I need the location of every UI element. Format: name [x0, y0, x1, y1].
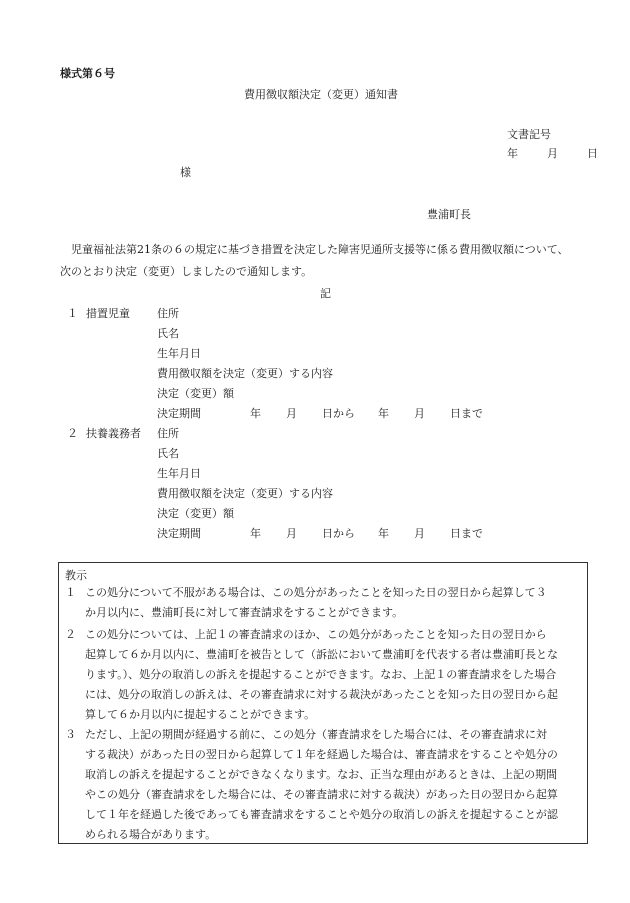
notice-item-2-line-4: には、処分の取消しの訴えは、その審査請求に対する裁決があったことを知った日の翌日から起: [85, 688, 558, 701]
ki-mark: 記: [320, 287, 331, 300]
section-1-heading: 措置児童: [86, 307, 130, 320]
notice-item-3-number: ３: [65, 728, 76, 741]
section-1-period-year-to: 年: [378, 407, 389, 420]
section-1-field-address: 住所: [157, 307, 179, 320]
section-2-heading: 扶養義務者: [86, 427, 141, 440]
notice-item-1: [65, 583, 583, 623]
intro-text-1: 児童福祉法第21条の６の規定に基づき措置を決定した障害児通所支援等に係る費用徴収額について、: [71, 243, 569, 256]
notice-item-3-line-4: やこの処分（審査請求をした場合には、その審査請求に対する裁決）があった日の翌日から起算: [85, 788, 558, 801]
intro-line-1: [60, 243, 569, 257]
section-2-period-day-to: 日まで: [450, 527, 483, 540]
notice-item-1-line-1: この処分について不服がある場合は、この処分があったことを知った日の翌日から起算して３: [85, 586, 547, 599]
intro-line-2: 次のとおり決定（変更）しましたので通知します。: [60, 265, 313, 278]
section-2-period-month-from: 月: [286, 527, 297, 540]
notice-item-3-line-3: 取消しの訴えを提起することができなくなります。なお、正当な理由があるときは、上記の期間: [85, 768, 558, 781]
notice-item-1-number: １: [65, 586, 76, 599]
section-1-field-content: 費用徴収額を決定（変更）する内容: [157, 367, 333, 380]
section-2-period-label: 決定期間: [157, 527, 201, 540]
date-month: 月: [547, 147, 558, 160]
notice-item-3-line-2: する裁決）があった日の翌日から起算して１年を経過した場合は、審査請求をすることや処分の: [85, 748, 558, 761]
section-1-period-month-to: 月: [414, 407, 425, 420]
notice-box: [58, 562, 588, 844]
notice-title: 教示: [65, 569, 87, 582]
notice-item-3-line-1: ただし、上記の期間が経過する前に、この処分（審査請求をした場合には、その審査請求に対: [85, 728, 547, 741]
notice-item-2-line-2: 起算して６か月以内に、豊浦町を被告として（訴訟において豊浦町を代表する者は豊浦町長とな: [85, 648, 558, 661]
date-day: 日: [587, 147, 598, 160]
notice-item-2-line-3: ります。）、処分の取消しの訴えを提起することができます。なお、上記１の審査請求をした場合: [85, 668, 557, 681]
doc-ref-label: 文書記号: [507, 128, 551, 141]
notice-item-2: [65, 625, 583, 725]
sender: 豊浦町長: [427, 208, 471, 221]
date-line: [507, 147, 598, 161]
notice-item-1-line-2: か月以内に、豊浦町長に対して審査請求をすることができます。: [85, 606, 404, 619]
section-2-field-address: 住所: [157, 427, 179, 440]
date-year: 年: [507, 147, 518, 160]
section-1-period-day-from: 日から: [322, 407, 355, 420]
notice-item-3: [65, 725, 583, 845]
section-2-period-year-from: 年: [250, 527, 261, 540]
section-2-period-day-from: 日から: [322, 527, 355, 540]
notice-item-3-line-6: められる場合があります。: [85, 828, 217, 841]
notice-item-2-line-1: この処分については、上記１の審査請求のほか、この処分があったことを知った日の翌日から: [85, 628, 547, 641]
section-1-field-birthdate: 生年月日: [157, 347, 201, 360]
section-2-field-amount: 決定（変更）額: [157, 507, 234, 520]
page-title: 費用徴収額決定（変更）通知書: [244, 88, 398, 101]
section-1-period-year-from: 年: [250, 407, 261, 420]
section-2-field-content: 費用徴収額を決定（変更）する内容: [157, 487, 333, 500]
notice-item-2-number: ２: [65, 628, 76, 641]
section-1-field-amount: 決定（変更）額: [157, 387, 234, 400]
notice-item-2-line-5: 算して６か月以内に提起することができます。: [85, 708, 316, 721]
section-1-period-day-to: 日まで: [450, 407, 483, 420]
notice-item-3-line-5: して１年を経過した後であっても審査請求をすることや処分の取消しの訴えを提起することが認: [85, 808, 558, 821]
section-2-number: ２: [67, 427, 78, 440]
section-1-number: １: [67, 307, 78, 320]
section-2-field-name: 氏名: [157, 447, 179, 460]
section-1-period-month-from: 月: [286, 407, 297, 420]
addressee: 様: [180, 166, 191, 179]
form-number: 様式第６号: [60, 67, 115, 80]
section-2-period-month-to: 月: [414, 527, 425, 540]
section-1-field-name: 氏名: [157, 327, 179, 340]
section-1-period-label: 決定期間: [157, 407, 201, 420]
section-2-field-birthdate: 生年月日: [157, 467, 201, 480]
section-2-period-year-to: 年: [378, 527, 389, 540]
